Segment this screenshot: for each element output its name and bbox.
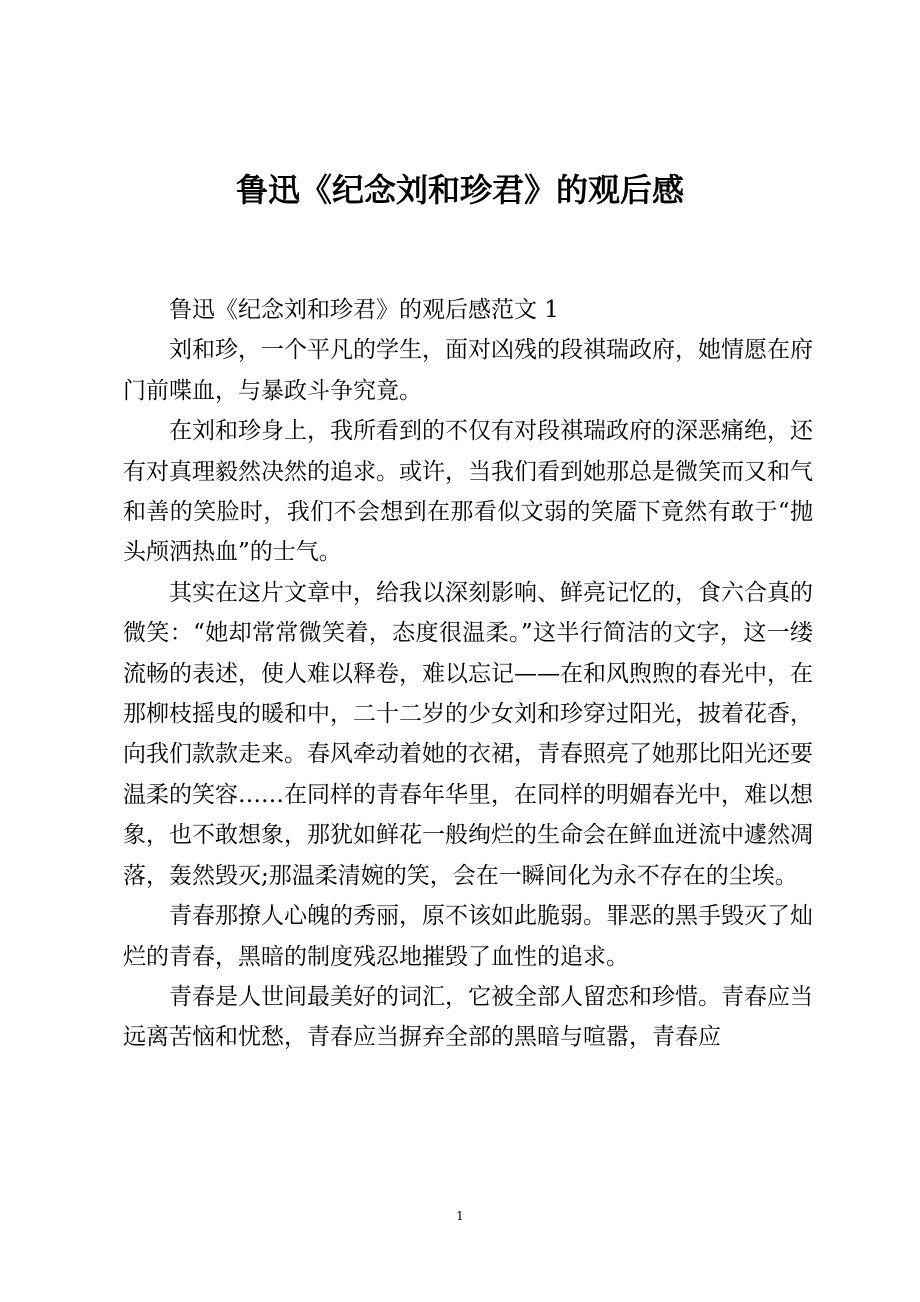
document-title: 鲁迅《纪念刘和珍君》的观后感 [235,171,684,209]
paragraph: 青春那撩人心魄的秀丽，原不该如此脆弱。罪恶的黑手毁灭了灿烂的青春，黑暗的制度残忍地摧毁了血性的追求。 [123,903,813,970]
document-body [123,290,813,1058]
paragraph: 其实在这片文章中，给我以深刻影响、鲜亮记忆的，食六合真的微笑：“她却常常微笑着，态度很温柔。”这半行简洁的文字，这一缕流畅的表述，使人难以释卷，难以忘记——在和风煦煦的春光中，在那柳枝摇曳的暖和中，二十二岁的少女刘和珍穿过阳光，披着花香，向我们款款走来。春风牵动着她的衣裙，青春照亮了她那比阳光还要温柔的笑容……在同样的青春年华里，在同样的明媚春光中，难以想象，也不敢想象，那犹如鲜花一般绚烂的生命会在鲜血迸流中遽然凋落，轰然毁灭;那温柔清婉的笑，会在一瞬间化为永不存在的尘埃。 [123,579,813,889]
page-number: 1 [456,1209,464,1223]
paragraph: 刘和珍，一个平凡的学生，面对凶残的段祺瑞政府，她情愿在府门前喋血，与暴政斗争究竟。 [123,337,813,404]
paragraph-heading: 鲁迅《纪念刘和珍君》的观后感范文 1 [169,297,559,323]
paragraph: 在刘和珍身上，我所看到的不仅有对段祺瑞政府的深恶痛绝，还有对真理毅然决然的追求。或许，当我们看到她那总是微笑而又和气和善的笑脸时，我们不会想到在那看似文弱的笑靥下竟然有敢于“抛头颅洒热血”的士气。 [123,418,813,566]
paragraph: 青春是人世间最美好的词汇，它被全部人留恋和珍惜。青春应当远离苦恼和忧愁，青春应当摒弃全部的黑暗与喧嚣，青春应 [123,983,813,1051]
